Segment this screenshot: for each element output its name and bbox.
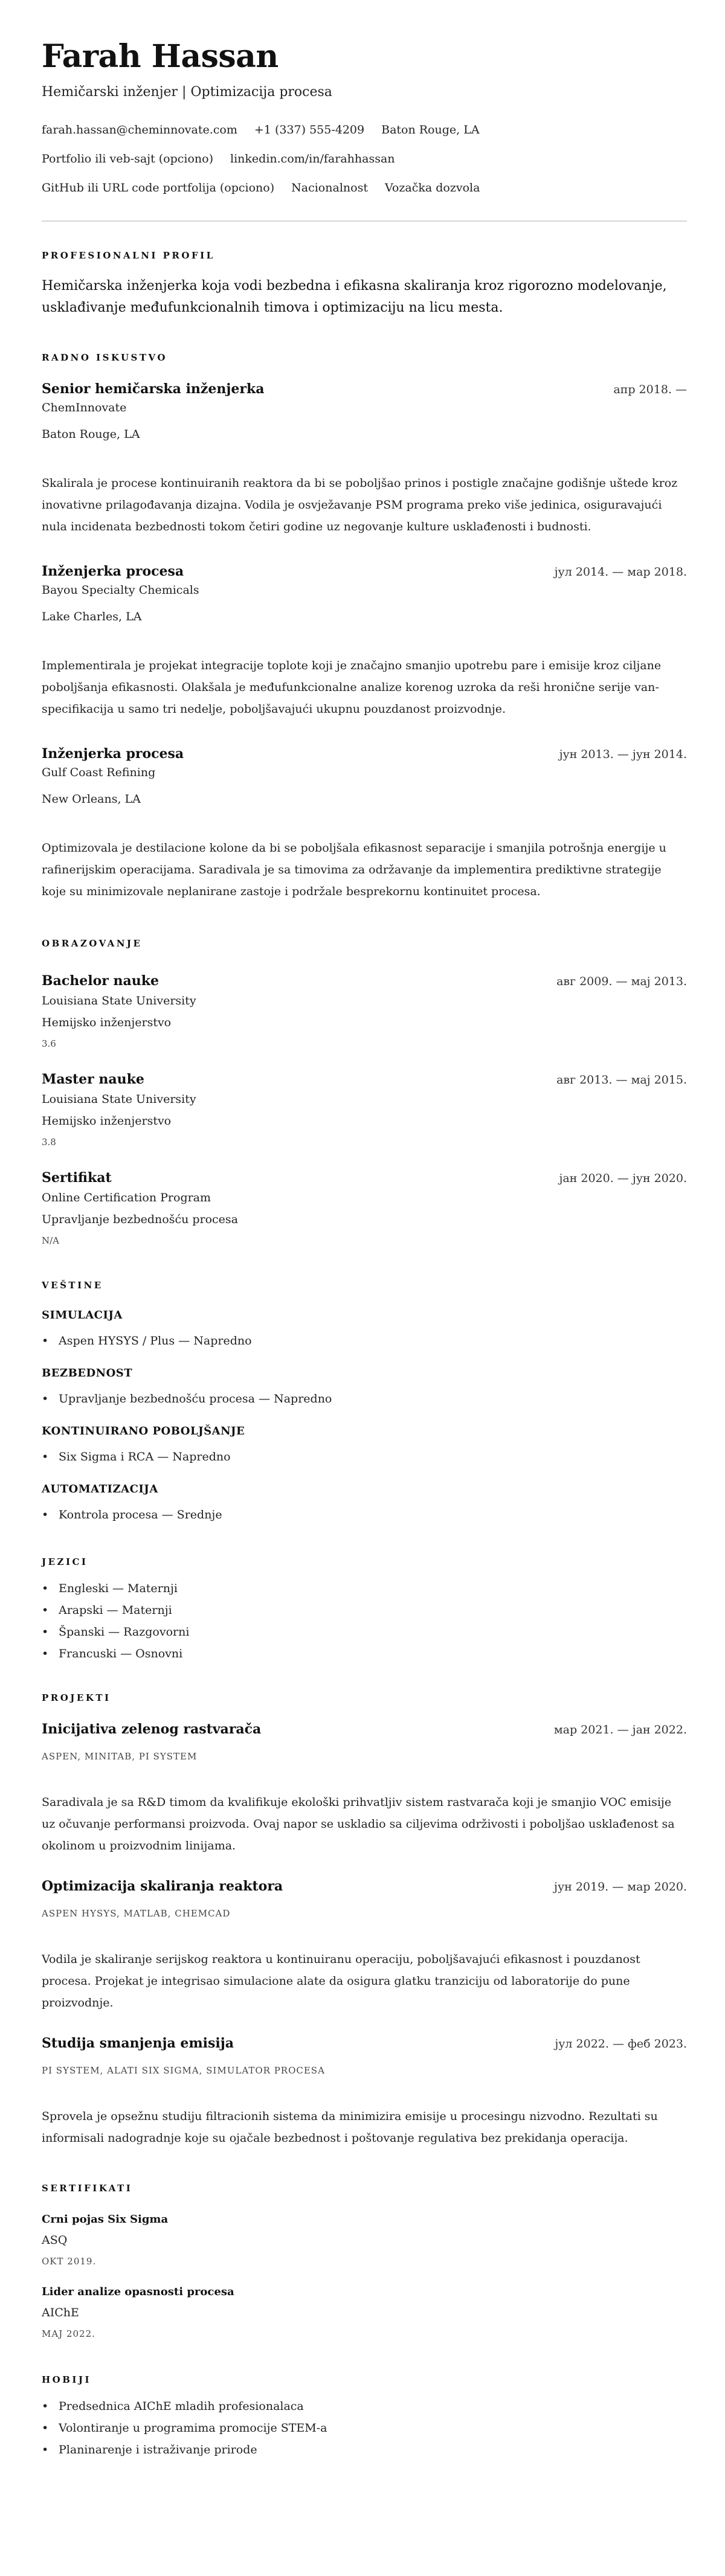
school-name: Louisiana State University bbox=[42, 1093, 196, 1106]
skill-list bbox=[42, 1446, 687, 1468]
drivers-license-text: Vozačka dozvola bbox=[384, 181, 480, 194]
project-title: Studija smanjenja emisija bbox=[42, 2035, 234, 2051]
education-dates: авг 2013. — мај 2015. bbox=[556, 1073, 687, 1087]
project-technologies: PI SYSTEM, ALATI SIX SIGMA, SIMULATOR PROCESA bbox=[42, 2065, 325, 2076]
project-description: Vodila je skaliranje serijskog reaktora u kontinuiranu operaciju, poboljšavajući efikasnost i pouzdanost procesa. Projekat je integrisao simulacione alate da osigura glatku tranziciju od laboratorije do pune proizvodnje. bbox=[42, 1953, 640, 2009]
skills-section bbox=[42, 1279, 687, 1526]
skill-list bbox=[42, 1504, 687, 1526]
hobby-item: • Predsednica AIChE mladih profesionalaca bbox=[42, 2395, 687, 2417]
section-heading: RADNO ISKUSTVO bbox=[42, 352, 167, 363]
education-entry bbox=[42, 972, 687, 1051]
hobbies-list bbox=[42, 2395, 687, 2461]
project-header bbox=[42, 1720, 687, 1738]
location-text: Baton Rouge, LA bbox=[381, 123, 480, 137]
degree-title: Bachelor nauke bbox=[42, 973, 160, 989]
skill-item: • Upravljanje bezbednošću procesa — Napredno bbox=[42, 1388, 687, 1410]
project-dates: мар 2021. — јан 2022. bbox=[553, 1723, 687, 1736]
section-heading: PROFESIONALNI PROFIL bbox=[42, 250, 215, 261]
gpa-value: N/A bbox=[42, 1235, 60, 1246]
language-item: • Španski — Razgovorni bbox=[42, 1621, 687, 1643]
certification-entry bbox=[42, 2212, 687, 2269]
certification-issuer: ASQ bbox=[42, 2234, 68, 2247]
school-name: Online Certification Program bbox=[42, 1191, 211, 1204]
job-description: Skalirala je procese kontinuiranih reaktora da bi se poboljšao prinos i postigle značajne godišnje uštede kroz inovativne prilagođavanja dizajna. Vodila je osvježavanje PSM programa preko više jedinica, osiguravajući nula incidenata bezbednosti tokom četiri godine uz negovanje kulture usklađenosti i budnosti. bbox=[42, 477, 678, 533]
field-of-study: Hemijsko inženjerstvo bbox=[42, 1016, 172, 1029]
education-header bbox=[42, 1070, 687, 1088]
education-entry bbox=[42, 1169, 687, 1248]
job-entry bbox=[42, 380, 687, 538]
field-of-study: Upravljanje bezbednošću procesa bbox=[42, 1213, 239, 1226]
job-location: New Orleans, LA bbox=[42, 792, 141, 806]
project-title: Inicijativa zelenog rastvarača bbox=[42, 1721, 262, 1737]
skill-list bbox=[42, 1330, 687, 1352]
school-name: Louisiana State University bbox=[42, 994, 196, 1007]
gpa-value: 3.8 bbox=[42, 1137, 56, 1148]
languages-list bbox=[42, 1578, 687, 1665]
job-header bbox=[42, 745, 687, 763]
hobby-item: • Planinarenje i istraživanje prirode bbox=[42, 2439, 687, 2461]
language-item: • Francuski — Osnovni bbox=[42, 1643, 687, 1665]
skill-item: • Kontrola procesa — Srednje bbox=[42, 1504, 687, 1526]
job-location: Lake Charles, LA bbox=[42, 610, 142, 623]
language-item: • Arapski — Maternji bbox=[42, 1599, 687, 1621]
project-dates: јул 2022. — феб 2023. bbox=[555, 2037, 687, 2051]
project-entry bbox=[42, 1877, 687, 2014]
job-description: Implementirala je projekat integracije toplote koji je značajno smanjio upotrebu pare i emisije kroz ciljane poboljšanja efikasnosti. Olakšala je međufunkcionalne analize korenog uzroka da reši hronične serije van-specifikacija u samo tri nedelje, poboljšavajući ukupnu pouzdanost proizvodnje. bbox=[42, 659, 662, 716]
project-description: Saradivala je sa R&D timom da kvalifikuje ekološki prihvatljiv sistem rastvarača koji je smanjio VOC emisije uz očuvanje performansi proizvoda. Ovaj napor se uskladio sa ciljevima održivosti i poboljšao usklađenost sa okolinom u proizvodnim linijama. bbox=[42, 1796, 675, 1852]
skill-group-title: BEZBEDNOST bbox=[42, 1367, 133, 1380]
skill-list bbox=[42, 1388, 687, 1410]
job-title: Inženjerka procesa bbox=[42, 564, 184, 579]
contact-line bbox=[42, 173, 687, 202]
job-description: Optimizovala je destilacione kolone da bi se poboljšala efikasnost separacije i smanjila potrošnja energije u rafinerijskim operacijama. Saradivala je sa timovima za održavanje da implementira prediktivne strategije koje su minimizovale neplanirane zastoje i podržale besprekornu kontinuitet procesa. bbox=[42, 841, 666, 898]
profile-summary: Hemičarska inženjerka koja vodi bezbedna i efikasna skaliranja kroz rigorozno modelovanje, usklađivanje međufunkcionalnih timova i optimizaciju na licu mesta. bbox=[42, 278, 667, 315]
skill-item: • Aspen HYSYS / Plus — Napredno bbox=[42, 1330, 687, 1352]
project-header bbox=[42, 1877, 687, 1895]
education-dates: јан 2020. — јун 2020. bbox=[559, 1172, 687, 1185]
certification-date: MAJ 2022. bbox=[42, 2328, 95, 2339]
section-heading: VEŠTINE bbox=[42, 1280, 103, 1291]
language-item: • Engleski — Maternji bbox=[42, 1578, 687, 1599]
certifications-section bbox=[42, 2182, 687, 2341]
contact-info bbox=[42, 115, 687, 202]
gpa-value: 3.6 bbox=[42, 1038, 56, 1049]
job-title: Senior hemičarska inženjerka bbox=[42, 381, 265, 397]
profile-section bbox=[42, 249, 687, 319]
job-entry bbox=[42, 745, 687, 902]
degree-title: Master nauke bbox=[42, 1071, 144, 1087]
job-company: Gulf Coast Refining bbox=[42, 766, 156, 779]
project-technologies: ASPEN HYSYS, MATLAB, CHEMCAD bbox=[42, 1908, 231, 1919]
section-heading: OBRAZOVANJE bbox=[42, 938, 143, 949]
candidate-subtitle: Hemičarski inženjer | Optimizacija procesa bbox=[42, 85, 332, 100]
project-entry bbox=[42, 2034, 687, 2149]
project-description: Sprovela je opsežnu studiju filtracionih sistema da minimizira emisije u procesingu nizvodno. Rezultati su informisali nadogradnje koje su ojačale bezbednost i poštovanje regulativa bez prekidanja operacija. bbox=[42, 2110, 658, 2145]
skill-group bbox=[42, 1308, 687, 1352]
contact-line bbox=[42, 115, 687, 144]
nationality-text: Nacionalnost bbox=[291, 181, 368, 194]
education-section bbox=[42, 937, 687, 1248]
candidate-name: Farah Hassan bbox=[42, 38, 279, 75]
job-entry bbox=[42, 562, 687, 720]
skill-group bbox=[42, 1366, 687, 1410]
contact-line bbox=[42, 144, 687, 173]
certification-issuer: AIChE bbox=[42, 2306, 79, 2319]
project-header bbox=[42, 2034, 687, 2052]
project-dates: јун 2019. — мар 2020. bbox=[554, 1880, 687, 1893]
job-location: Baton Rouge, LA bbox=[42, 428, 140, 441]
job-dates: апр 2018. — bbox=[613, 383, 687, 396]
languages-section bbox=[42, 1556, 687, 1665]
resume-header bbox=[42, 39, 687, 202]
email-link[interactable]: farah.hassan@cheminnovate.com bbox=[42, 123, 237, 137]
job-dates: јул 2014. — мар 2018. bbox=[554, 565, 687, 579]
phone-text: +1 (337) 555-4209 bbox=[254, 123, 365, 137]
certification-date: OKT 2019. bbox=[42, 2256, 97, 2267]
education-header bbox=[42, 1169, 687, 1187]
job-company: ChemInnovate bbox=[42, 401, 127, 414]
job-header bbox=[42, 380, 687, 398]
section-heading: SERTIFIKATI bbox=[42, 2183, 133, 2194]
skill-group-title: SIMULACIJA bbox=[42, 1309, 123, 1322]
hobbies-section bbox=[42, 2374, 687, 2461]
skill-group-title: KONTINUIRANO POBOLJŠANJE bbox=[42, 1425, 245, 1437]
skill-group bbox=[42, 1424, 687, 1468]
projects-section bbox=[42, 1692, 687, 2149]
github-link[interactable]: GitHub ili URL code portfolija (opciono) bbox=[42, 181, 275, 194]
project-technologies: ASPEN, MINITAB, PI SYSTEM bbox=[42, 1751, 198, 1762]
portfolio-link[interactable]: Portfolio ili veb-sajt (opciono) bbox=[42, 152, 214, 165]
job-title: Inženjerka procesa bbox=[42, 746, 184, 762]
header-divider bbox=[42, 220, 687, 222]
job-header bbox=[42, 562, 687, 580]
skill-item: • Six Sigma i RCA — Napredno bbox=[42, 1446, 687, 1468]
linkedin-link[interactable]: linkedin.com/in/farahhassan bbox=[230, 152, 395, 165]
job-company: Bayou Specialty Chemicals bbox=[42, 583, 199, 597]
education-entry bbox=[42, 1070, 687, 1149]
degree-title: Sertifikat bbox=[42, 1170, 112, 1186]
certification-name: Crni pojas Six Sigma bbox=[42, 2213, 169, 2226]
skill-group bbox=[42, 1482, 687, 1526]
project-title: Optimizacija skaliranja reaktora bbox=[42, 1878, 283, 1894]
field-of-study: Hemijsko inženjerstvo bbox=[42, 1114, 172, 1128]
project-entry bbox=[42, 1720, 687, 1857]
section-heading: HOBIJI bbox=[42, 2374, 92, 2385]
hobby-item: • Volontiranje u programima promocije STEM-a bbox=[42, 2417, 687, 2439]
education-header bbox=[42, 972, 687, 990]
section-heading: PROJEKTI bbox=[42, 1692, 111, 1703]
certification-entry bbox=[42, 2285, 687, 2341]
certification-name: Lider analize opasnosti procesa bbox=[42, 2285, 234, 2298]
skill-group-title: AUTOMATIZACIJA bbox=[42, 1483, 158, 1495]
experience-section bbox=[42, 352, 687, 902]
job-dates: јун 2013. — јун 2014. bbox=[559, 748, 687, 761]
section-heading: JEZICI bbox=[42, 1556, 88, 1567]
education-dates: авг 2009. — мај 2013. bbox=[556, 975, 687, 988]
